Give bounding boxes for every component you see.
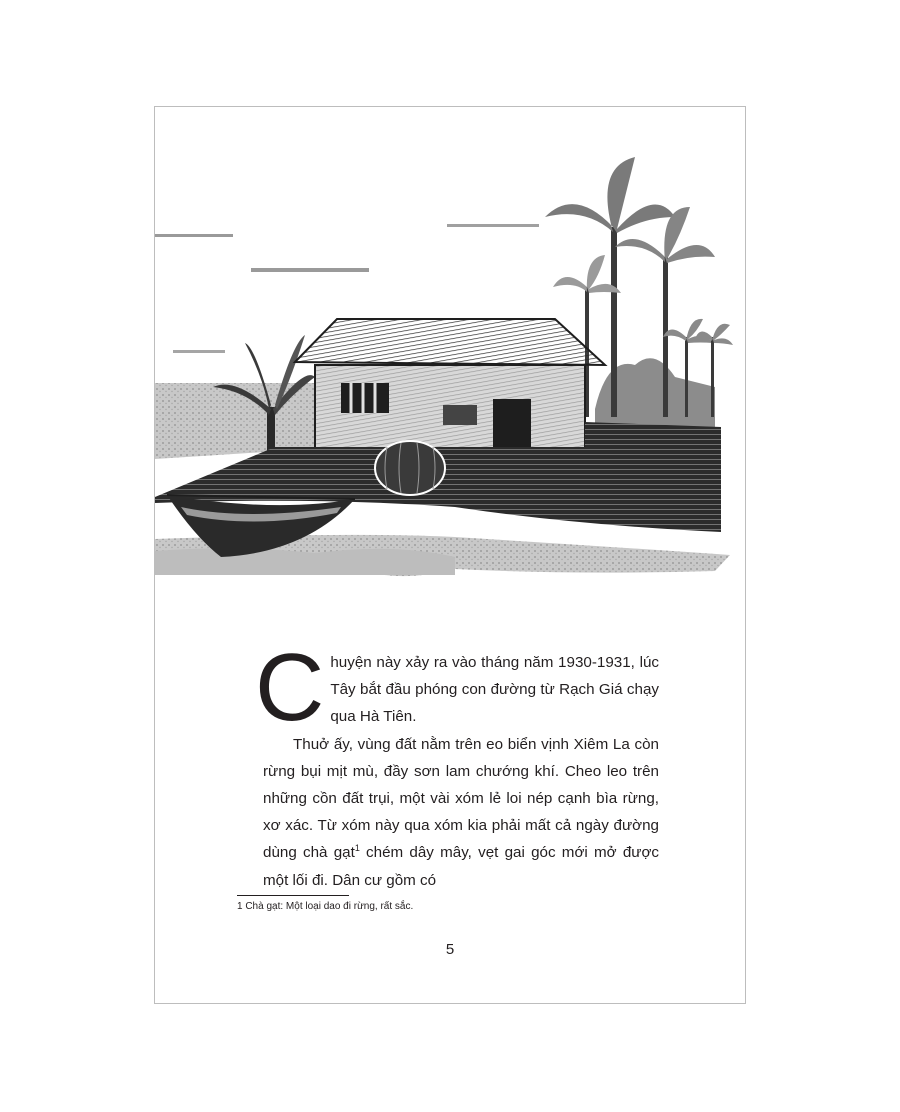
drop-cap: C	[255, 634, 325, 741]
footnote: 1 Chà gạt: Một loại dao đi rừng, rất sắc.	[237, 901, 414, 912]
page-number: 5	[445, 941, 455, 958]
paragraph-1	[255, 634, 659, 741]
footnote-reference: 1	[354, 843, 360, 854]
stilt-house	[295, 319, 605, 457]
footnote-divider	[237, 895, 349, 896]
paragraph-1-text: huyện này xảy ra vào tháng năm 1930-1931, lúc Tây bắt đầu phóng con đường từ Rạch Giá chạy qua Hà Tiên.	[330, 654, 659, 726]
paragraph-2	[263, 731, 659, 894]
paragraph-2-text-b: chém dây mây, vẹt gai góc mới mở được một lối đi. Dân cư gồm có	[263, 844, 659, 889]
illustration-house-palms-boat	[155, 147, 745, 587]
paragraph-2-text-a: Thuở ấy, vùng đất nằm trên eo biển vịnh Xiêm La còn rừng bụi mịt mù, đầy sơn lam chướng khí. Cheo leo trên những cồn đất trụi, một vài xóm lẻ loi nép cạnh bìa rừng, xơ xác. Từ xóm này qua xóm kia phải mất cả ngày đường dùng chà gạt	[263, 735, 659, 862]
book-page	[154, 106, 746, 1004]
body-text	[255, 634, 659, 894]
